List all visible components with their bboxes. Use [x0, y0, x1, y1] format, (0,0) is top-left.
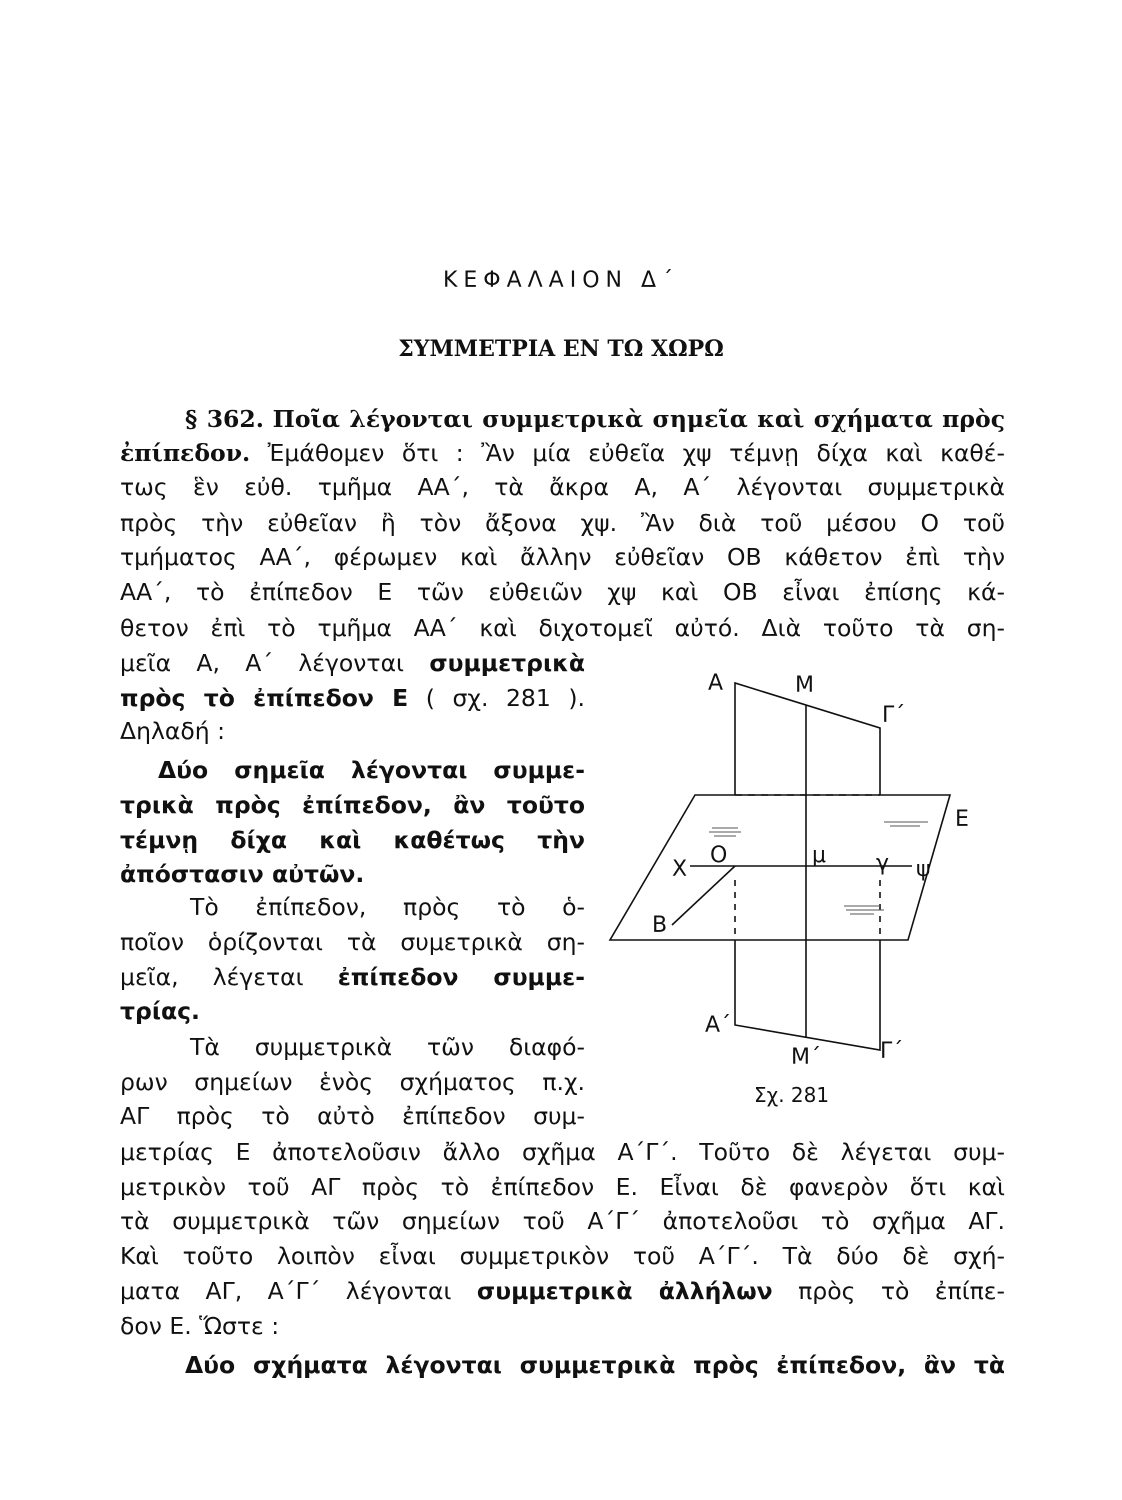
section-heading: Ποῖα λέγονται συμμετρικὰ σημεῖα καὶ σχήματα πρὸς	[272, 405, 1005, 433]
text-line	[120, 646, 585, 680]
text-fragment: Ἐμάθομεν ὅτι : Ἂν μία εὐθεῖα χψ τέμνῃ δίχα καὶ καθέ-	[267, 439, 1005, 467]
text-fragment: μεῖα Α, Α΄ λέγονται	[120, 649, 405, 677]
section-heading-line	[185, 402, 1005, 436]
text-line: τμήματος ΑΑ΄, φέρωμεν καὶ ἄλλην εὐθεῖαν ΟΒ κάθετον ἐπὶ τὴν	[120, 543, 1005, 571]
text-line	[120, 681, 585, 715]
label-a-prime: Α΄	[705, 1013, 732, 1038]
text-line: θετον ἐπὶ τὸ τμῆμα ΑΑ΄ καὶ διχοτομεῖ αὐτό. Διὰ τοῦτο τὰ ση-	[120, 614, 1005, 642]
text-fragment: πρὸς τὸ ἐπίπε-	[798, 1277, 1005, 1305]
label-m: Μ	[795, 673, 814, 698]
label-o: Ο	[710, 843, 728, 868]
lower-rect-outline	[735, 940, 880, 1050]
text-line: τως ἓν εὐθ. τμῆμα ΑΑ΄, τὰ ἄκρα Α, Α΄ λέγονται συμμετρικὰ	[120, 473, 1005, 501]
text-line: ρων σημείων ἑνὸς σχήματος π.χ.	[120, 1068, 585, 1096]
text-line: Τὰ συμμετρικὰ τῶν διαφό-	[190, 1033, 585, 1061]
figure-281	[600, 660, 969, 1110]
emphasis: ἐπίπεδον συμμε-	[337, 963, 585, 991]
label-e: Ε	[955, 807, 969, 832]
label-m-prime: Μ΄	[791, 1045, 821, 1070]
text-fragment: ματα ΑΓ, Α΄Γ΄ λέγονται	[120, 1277, 452, 1305]
text-line: πρὸς τὴν εὐθεῖαν ἢ τὸν ἄξονα χψ. Ἂν διὰ τοῦ μέσου Ο τοῦ	[120, 509, 1005, 537]
chapter-title: ΣΥΜΜΕΤΡΙΑ ΕΝ ΤΩ ΧΩΡΩ	[398, 336, 724, 362]
section-heading-end: ἐπίπεδον.	[120, 439, 251, 467]
definition-line: τέμνῃ δίχα καὶ καθέτως τὴν	[120, 826, 585, 854]
label-b: Β	[652, 913, 668, 938]
definition-line: Δύο σημεῖα λέγονται συμμε-	[158, 756, 585, 784]
definition-line: ἀπόστασιν αὐτῶν.	[120, 860, 365, 888]
label-a: Α	[708, 671, 724, 696]
definition-line: Δύο σχήματα λέγονται συμμετρικὰ πρὸς ἐπίπεδον, ἂν τὰ	[185, 1351, 1005, 1379]
definition-line: τρικὰ πρὸς ἐπίπεδον, ἂν τοῦτο	[120, 791, 585, 819]
text-line: μετρικὸν τοῦ ΑΓ πρὸς τὸ ἐπίπεδον Ε. Εἶναι δὲ φανερὸν ὅτι καὶ	[120, 1173, 1005, 1201]
text-line: μετρίας Ε ἀποτελοῦσιν ἄλλο σχῆμα Α΄Γ΄. Τοῦτο δὲ λέγεται συμ-	[120, 1138, 1005, 1166]
label-mu: μ	[812, 843, 826, 868]
label-psi: ψ	[916, 857, 931, 882]
text-line: ΑΑ΄, τὸ ἐπίπεδον Ε τῶν εὐθειῶν χψ καὶ ΟΒ εἶναι ἐπίσης κά-	[120, 578, 1005, 606]
label-gamma: γ	[876, 851, 890, 876]
emphasis: συμμετρικὰ	[429, 649, 585, 677]
chapter-heading: ΚΕΦΑΛΑΙΟΝ Δ΄	[442, 268, 680, 293]
text-line	[120, 436, 1005, 470]
text-line: τὰ συμμετρικὰ τῶν σημείων τοῦ Α΄Γ΄ ἀποτελοῦσι τὸ σχῆμα ΑΓ.	[120, 1207, 1005, 1235]
text-line	[120, 1274, 1005, 1308]
emphasis: συμμετρικὰ ἀλλήλων	[476, 1277, 773, 1305]
text-line: ποῖον ὁρίζονται τὰ συμετρικὰ ση-	[120, 928, 585, 956]
figure-caption: Σχ. 281	[754, 1083, 830, 1107]
text-line: ΑΓ πρὸς τὸ αὐτὸ ἐπίπεδον συμ-	[120, 1102, 585, 1130]
label-g: Γ΄	[882, 703, 906, 728]
text-fragment: μεῖα, λέγεται	[120, 963, 304, 991]
text-fragment: ( σχ. 281 ).	[425, 684, 585, 712]
text-line: Τὸ ἐπίπεδον, πρὸς τὸ ὁ-	[190, 893, 585, 921]
text-line: δον Ε. Ὥστε :	[120, 1312, 280, 1340]
emphasis: πρὸς τὸ ἐπίπεδον Ε	[120, 684, 409, 712]
text-line	[120, 960, 585, 994]
text-line: Δηλαδή :	[120, 717, 226, 745]
definition-line: τρίας.	[120, 997, 200, 1025]
label-g-prime: Γ΄	[880, 1039, 904, 1064]
text-line: Καὶ τοῦτο λοιπὸν εἶναι συμμετρικὸν τοῦ Α΄Γ΄. Τὰ δύο δὲ σχή-	[120, 1242, 1005, 1270]
label-x: Χ	[672, 857, 688, 882]
section-number: § 362.	[185, 405, 264, 433]
upper-rect-outline	[735, 683, 880, 795]
